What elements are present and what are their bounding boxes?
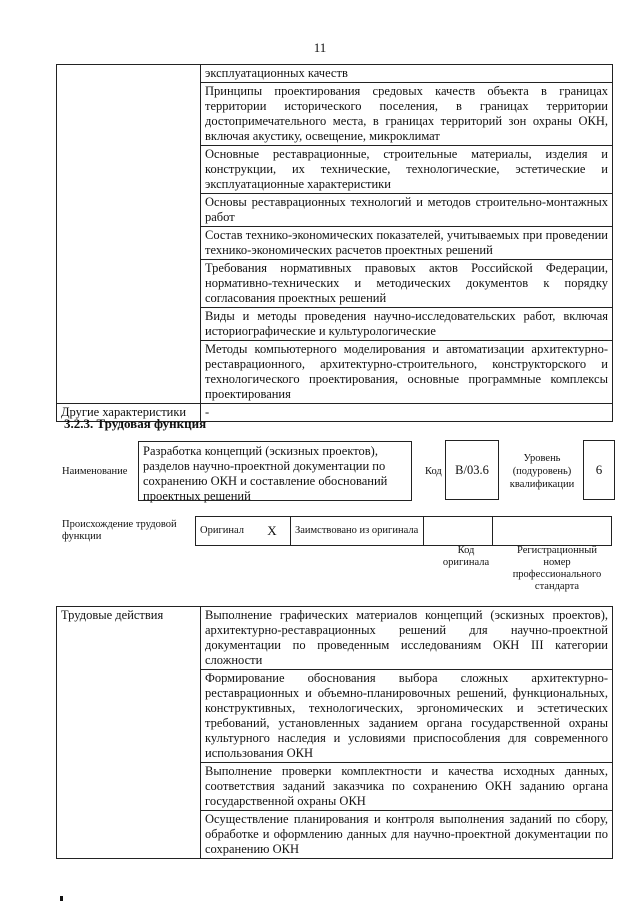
table-cell: Состав технико-экономических показателей, учитываемых при проведении технико-экономических расчетов проектных решений bbox=[201, 227, 613, 260]
table-cell: Выполнение проверки комплектности и качества исходных данных, соответствия заданий заказчика по сохранению ОКН заданию органа государственной охраны ОКН bbox=[201, 763, 613, 811]
name-label: Наименование bbox=[62, 466, 128, 477]
table-cell: Основы реставрационных технологий и методов строительно-монтажных работ bbox=[201, 194, 613, 227]
code-value: B/03.6 bbox=[445, 440, 499, 500]
registration-number-cell bbox=[493, 517, 612, 546]
row-label bbox=[57, 65, 201, 404]
row-label: Другие характеристики bbox=[57, 404, 201, 422]
row-label: Трудовые действия bbox=[57, 607, 201, 859]
table-cell: Формирование обоснования выбора сложных архитектурно-реставрационных и объемно-планировочных решений, функциональных, конструктивных, технологических, эргономических и эстетических требований, установленных заданием органа государственной охраны культурного наследия и условиями приспособления для современного использования ОКН bbox=[201, 670, 613, 763]
origin-code-cell bbox=[424, 517, 493, 546]
function-name-box bbox=[138, 441, 412, 501]
table-row bbox=[196, 517, 612, 546]
original-label: Оригинал bbox=[196, 517, 255, 546]
level-label: Уровень (подуровень) квалификации bbox=[509, 453, 575, 490]
section-title: 3.2.3. Трудовая функция bbox=[64, 416, 207, 431]
code-label: Код bbox=[425, 466, 442, 477]
table-cell: Требования нормативных правовых актов Российской Федерации, нормативно-технических и методических документов к порядку согласования проектных решений bbox=[201, 260, 613, 308]
page-number: 11 bbox=[313, 40, 327, 55]
table-cell: эксплуатационных качеств bbox=[201, 65, 613, 83]
origin-table bbox=[195, 516, 612, 546]
registration-caption: Регистрационный номер профессионального стандарта bbox=[512, 545, 602, 592]
origin-label: Происхождение трудовой функции bbox=[62, 519, 177, 542]
knowledge-table bbox=[56, 64, 613, 422]
table-row bbox=[57, 607, 613, 670]
scan-mark bbox=[60, 896, 63, 901]
table-cell: Осуществление планирования и контроля выполнения заданий по сбору, обработке и оформлению данных для научно-проектной документации по сохранению ОКН bbox=[201, 811, 613, 859]
table-cell: - bbox=[201, 404, 613, 422]
borrowed-label: Заимствовано из оригинала bbox=[291, 517, 424, 546]
level-value: 6 bbox=[583, 440, 615, 500]
table-cell: Выполнение графических материалов концепций (эскизных проектов), архитектурно-реставрационных решений для научно-проектной документации по проведенным исследованиям ОКН III категории сложности bbox=[201, 607, 613, 670]
table-cell: Принципы проектирования средовых качеств объекта в границах территории исторического поселения, в границах территории достопримечательного места, в границах территорий зон охраны ОКН, включая акустику, освещение, микроклимат bbox=[201, 83, 613, 146]
table-cell: Основные реставрационные, строительные материалы, изделия и конструкции, их технические, технологические, эстетические и эксплуатационные характеристики bbox=[201, 146, 613, 194]
table-cell: Методы компьютерного моделирования и автоматизации архитектурно-реставрационного, архитектурно-строительного, конструкторского и технологического проектирования, основные программные комплексы проектирования bbox=[201, 341, 613, 404]
table-row bbox=[57, 65, 613, 83]
table-cell: Виды и методы проведения научно-исследовательских работ, включая историографические и культурологические bbox=[201, 308, 613, 341]
original-mark: X bbox=[254, 517, 291, 546]
function-name: Разработка концепций (эскизных проектов), разделов научно-проектной документации по сохранению ОКН и составление обоснований проектных решений bbox=[143, 444, 388, 503]
labor-actions-table bbox=[56, 606, 613, 859]
code-caption: Код оригинала bbox=[442, 545, 490, 568]
